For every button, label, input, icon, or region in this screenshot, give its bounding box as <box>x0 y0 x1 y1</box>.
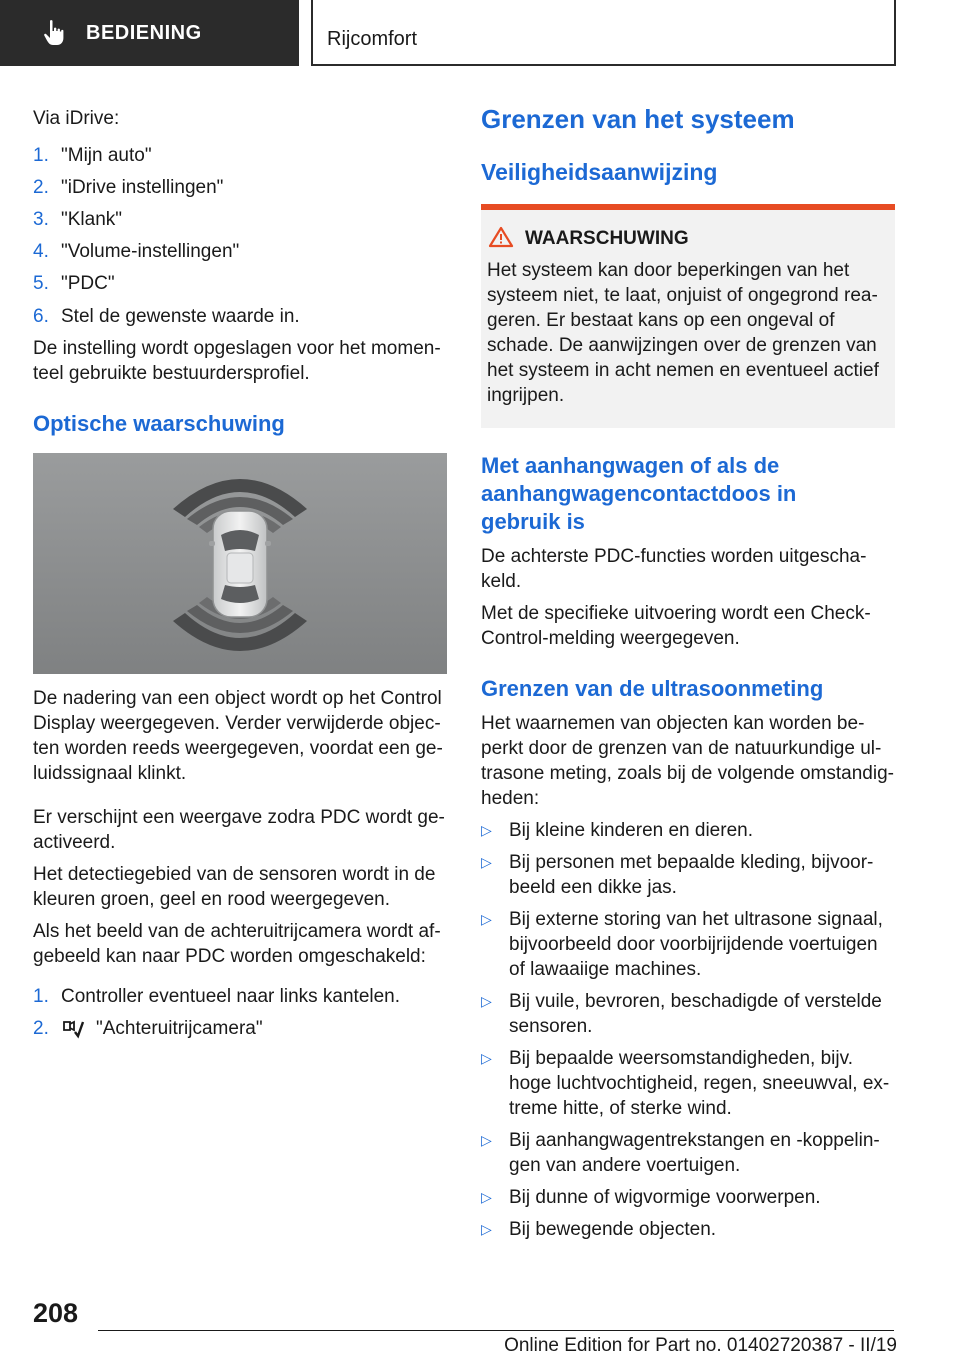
bullet-triangle-icon: ▷ <box>481 822 492 838</box>
hand-pointer-icon <box>42 19 66 47</box>
step-text: Stel de gewenste waarde in. <box>61 306 300 327</box>
warning-bar <box>481 204 895 210</box>
step-number: 1. <box>33 145 49 166</box>
step-text: "PDC" <box>61 273 115 294</box>
step-text: "Mijn auto" <box>61 145 152 166</box>
step-number: 4. <box>33 241 49 262</box>
bullet-triangle-icon: ▷ <box>481 1221 492 1237</box>
warning-title: WAARSCHUWING <box>525 228 689 249</box>
bullet-triangle-icon: ▷ <box>481 911 492 927</box>
page-header <box>0 0 960 66</box>
section-title: BEDIENING <box>86 21 202 44</box>
page-number: 208 <box>33 1298 79 1328</box>
bullet-triangle-icon: ▷ <box>481 1132 492 1148</box>
ultrasonic-heading: Grenzen van de ultrasoonmeting <box>481 676 824 701</box>
warning-triangle-icon <box>488 226 514 248</box>
step-text: Controller eventueel naar links kantelen. <box>61 986 401 1007</box>
bullet-triangle-icon: ▷ <box>481 1050 492 1066</box>
footer-divider <box>98 1330 894 1331</box>
step-text: "Achteruitrijcamera" <box>96 1018 263 1039</box>
section-tab <box>0 0 299 66</box>
bullet-triangle-icon: ▷ <box>481 1189 492 1205</box>
chapter-tab <box>311 0 896 66</box>
step-text: "Volume-instellingen" <box>61 241 240 262</box>
step-number: 1. <box>33 986 49 1007</box>
warning-box: WAARSCHUWING Het systeem kan door beperkingen van het systeem niet, te laat, onjuist of ongegrond rea- geren. Er bestaat kans op een ongeval of schade. De aanwijzingen over de grenzen van het systeem in acht nemen en eventueel actief ingrijpen. <box>481 204 895 428</box>
chapter-title: Rijcomfort <box>327 28 418 50</box>
step-number: 2. <box>33 1018 49 1039</box>
pdc-display-figure <box>33 453 447 674</box>
pdc-display-icon <box>33 453 447 674</box>
bullet-triangle-icon: ▷ <box>481 993 492 1009</box>
step-number: 2. <box>33 177 49 198</box>
intro-text: Via iDrive: <box>33 108 120 129</box>
safety-heading: Veiligheidsaanwijzing <box>481 159 718 185</box>
edition-footer: Online Edition for Part no. 01402720387 - II/19 <box>504 1335 897 1356</box>
step-number: 5. <box>33 273 49 294</box>
bullet-triangle-icon: ▷ <box>481 854 492 870</box>
step-number: 6. <box>33 306 49 327</box>
optical-warning-heading: Optische waarschuwing <box>33 411 285 436</box>
rear-camera-icon <box>61 1017 85 1039</box>
step-text: "iDrive instellingen" <box>61 177 224 198</box>
system-limits-heading: Grenzen van het systeem <box>481 104 795 134</box>
step-number: 3. <box>33 209 49 230</box>
step-text: "Klank" <box>61 209 123 230</box>
